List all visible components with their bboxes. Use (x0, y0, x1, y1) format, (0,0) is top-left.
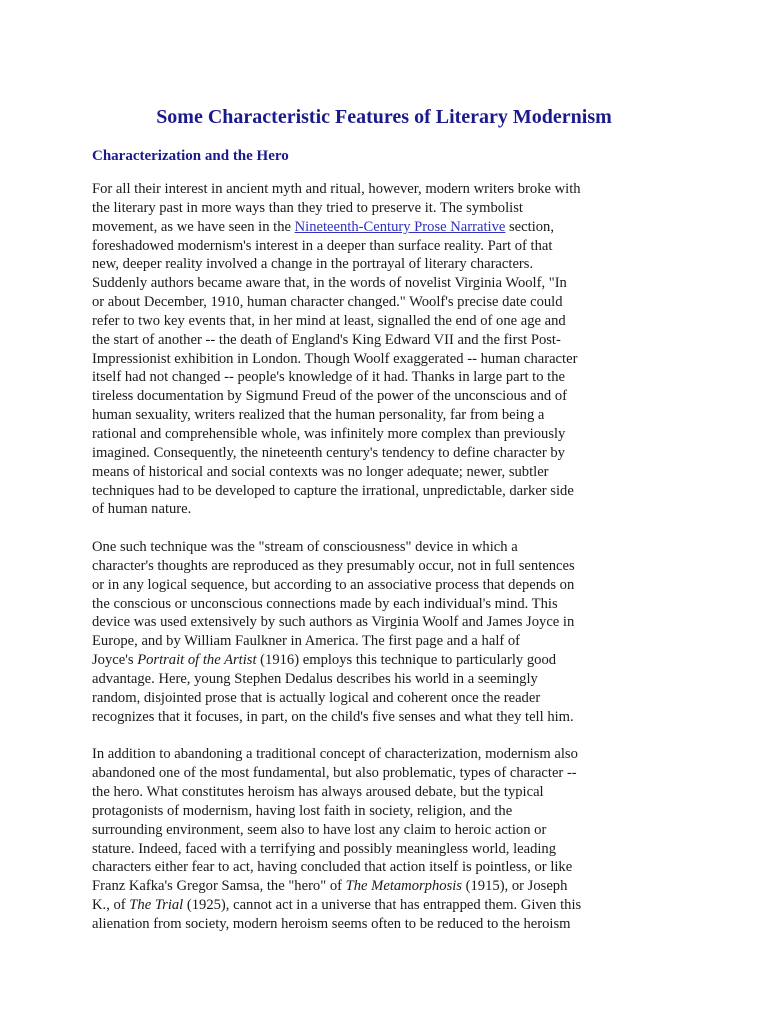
paragraph-2 (92, 538, 684, 726)
text-line: the start of another -- the death of England's King Edward VII and the first Post- (92, 331, 561, 348)
text-line: means of historical and social contexts was no longer adequate; newer, subtler (92, 463, 549, 480)
italic-title: Portrait of the Artist (137, 652, 257, 669)
text-line: or about December, 1910, human character changed." Woolf's precise date could (92, 294, 563, 311)
text-line: the literary past in more ways than they tried to preserve it. The symbolist (92, 199, 523, 216)
text-line: or in any logical sequence, but according to an associative process that depends on (92, 576, 575, 593)
text-line: surrounding environment, seem also to have lost any claim to heroic action or (92, 821, 547, 838)
text-line: alienation from society, modern heroism seems often to be reduced to the heroism (92, 916, 571, 932)
text-line: One such technique was the "stream of consciousness" device in which a (92, 539, 518, 556)
text-line: new, deeper reality involved a change in the portrayal of literary characters. (92, 256, 534, 273)
text-line: For all their interest in ancient myth and ritual, however, modern writers broke with (92, 181, 581, 197)
text-line: rational and comprehensible whole, was infinitely more complex than previously (92, 425, 566, 442)
text-line: device was used extensively by such authors as Virginia Woolf and James Joyce in (92, 614, 575, 631)
paragraph-1 (92, 180, 684, 519)
text-line: human sexuality, writers realized that the human personality, far from being a (92, 407, 545, 424)
paragraph-3 (92, 745, 684, 933)
text-line: the conscious or unconscious connections made by each individual's mind. This (92, 595, 558, 612)
text-line: In addition to abandoning a traditional concept of characterization, modernism also (92, 746, 578, 763)
text-line: abandoned one of the most fundamental, but also problematic, types of character -- (92, 765, 577, 782)
text-line: Suddenly authors became aware that, in the words of novelist Virginia Woolf, "In (92, 275, 567, 292)
text-line: Franz Kafka's Gregor Samsa, the "hero" of The Metamorphosis (1915), or Joseph (92, 878, 568, 895)
page-title: Some Characteristic Features of Literary Modernism (156, 106, 612, 128)
text-line: protagonists of modernism, having lost faith in society, religion, and the (92, 802, 513, 819)
italic-title: The Trial (129, 897, 184, 914)
text-line: Impressionist exhibition in London. Though Woolf exaggerated -- human character (92, 350, 578, 367)
section-heading: Characterization and the Hero (92, 148, 289, 164)
text-line: recognizes that it focuses, in part, on the child's five senses and what they tell him. (92, 708, 574, 725)
text-line: of human nature. (92, 501, 192, 518)
text-line: itself had not changed -- people's knowledge of it had. Thanks in large part to the (92, 369, 566, 386)
text-line: Joyce's Portrait of the Artist (1916) employs this technique to particularly good (92, 652, 557, 669)
text-line: refer to two key events that, in her mind at least, signalled the end of one age and (92, 312, 566, 329)
text-line: movement, as we have seen in the Nineteenth-Century Prose Narrative section, (92, 218, 554, 235)
document-body (92, 180, 684, 953)
text-line: characters either fear to act, having concluded that action itself is pointless, or like (92, 859, 573, 876)
text-line: random, disjointed prose that is actually logical and coherent once the reader (92, 689, 541, 706)
text-line: character's thoughts are reproduced as they presumably occur, not in full sentences (92, 557, 575, 574)
nineteenth-century-prose-link[interactable]: Nineteenth-Century Prose Narrative (294, 218, 506, 235)
text-line: tireless documentation by Sigmund Freud of the power of the unconscious and of (92, 388, 568, 405)
text-line: K., of The Trial (1925), cannot act in a universe that has entrapped them. Given this (92, 897, 582, 914)
text-line: imagined. Consequently, the nineteenth century's tendency to define character by (92, 444, 565, 461)
text-line: foreshadowed modernism's interest in a deeper than surface reality. Part of that (92, 237, 553, 254)
text-line: advantage. Here, young Stephen Dedalus describes his world in a seemingly (92, 670, 538, 687)
text-line: stature. Indeed, faced with a terrifying and possibly meaningless world, leading (92, 840, 557, 857)
italic-title: The Metamorphosis (345, 878, 462, 895)
text-line: techniques had to be developed to capture the irrational, unpredictable, darker side (92, 482, 574, 499)
text-line: Europe, and by William Faulkner in America. The first page and a half of (92, 633, 521, 650)
text-line: the hero. What constitutes heroism has always aroused debate, but the typical (92, 784, 544, 801)
